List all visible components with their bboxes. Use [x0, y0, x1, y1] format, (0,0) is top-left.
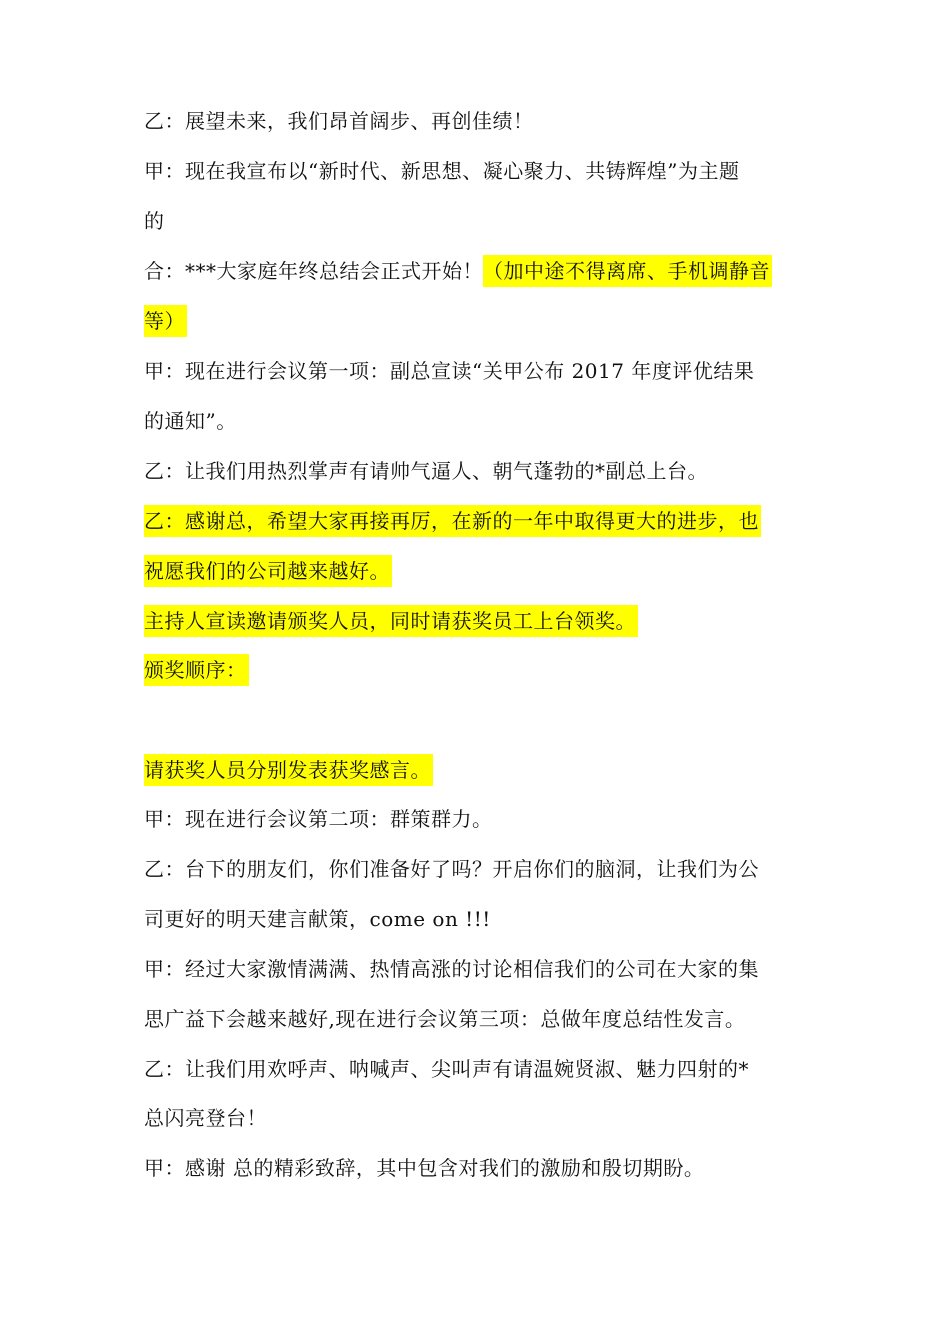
line-15-text: 乙：台下的朋友们，你们准备好了吗？开启你们的脑洞，让我们为公 [144, 857, 759, 881]
line-7-text: 的通知”。 [144, 409, 237, 433]
line-10 [144, 554, 392, 588]
line-9-highlight: 乙：感谢总，希望大家再接再厉，在新的一年中取得更大的进步，也 [144, 505, 761, 537]
line-3 [144, 204, 165, 238]
line-20-text: 总闪亮登台！ [144, 1106, 267, 1130]
line-17-text: 甲：经过大家激情满满、热情高涨的讨论相信我们的公司在大家的集 [144, 957, 759, 981]
line-7 [144, 404, 237, 438]
line-12 [144, 653, 249, 687]
line-4-text: 合：***大家庭年终总结会正式开始！ [144, 259, 483, 283]
line-13-highlight: 请获奖人员分别发表获奖感言。 [144, 754, 433, 786]
line-2 [144, 154, 739, 188]
line-6-text: 甲：现在进行会议第一项：副总宣读“关甲公布 2017 年度评优结果 [144, 359, 755, 383]
line-5-highlight: 等） [144, 305, 187, 337]
line-21-text: 甲：感谢 总的精彩致辞，其中包含对我们的激励和殷切期盼。 [144, 1156, 705, 1180]
line-11-highlight: 主持人宣读邀请颁奖人员，同时请获奖员工上台领奖。 [144, 605, 638, 637]
line-4-highlight: （加中途不得离席、手机调静音 [483, 255, 772, 287]
line-16 [144, 902, 491, 936]
line-9 [144, 504, 761, 538]
line-5 [144, 304, 187, 338]
line-13 [144, 753, 433, 787]
line-14 [144, 802, 493, 836]
line-19-text: 乙：让我们用欢呼声、呐喊声、尖叫声有请温婉贤淑、魅力四射的* [144, 1057, 749, 1081]
line-2-text: 甲：现在我宣布以“新时代、新思想、凝心聚力、共铸辉煌”为主题 [144, 159, 740, 183]
line-10-highlight: 祝愿我们的公司越来越好。 [144, 555, 392, 587]
line-21 [144, 1151, 704, 1185]
line-1 [144, 104, 534, 138]
line-16-text: 司更好的明天建言献策，come on !!! [144, 907, 491, 931]
line-20 [144, 1101, 267, 1135]
line-14-text: 甲：现在进行会议第二项：群策群力。 [144, 807, 493, 831]
line-18 [144, 1002, 745, 1036]
line-19 [144, 1052, 749, 1086]
line-8 [144, 454, 708, 488]
line-11 [144, 604, 638, 638]
line-18-text: 思广益下会越来越好,现在进行会议第三项：总做年度总结性发言。 [144, 1007, 746, 1031]
line-12-highlight: 颁奖顺序： [144, 654, 249, 686]
line-15 [144, 852, 759, 886]
line-8-text: 乙：让我们用热烈掌声有请帅气逼人、朝气蓬勃的*副总上台。 [144, 459, 708, 483]
line-3-text: 的 [144, 209, 165, 233]
line-1-text: 乙：展望未来，我们昂首阔步、再创佳绩！ [144, 109, 534, 133]
line-4 [144, 254, 772, 288]
line-17 [144, 952, 759, 986]
line-6 [144, 354, 754, 388]
